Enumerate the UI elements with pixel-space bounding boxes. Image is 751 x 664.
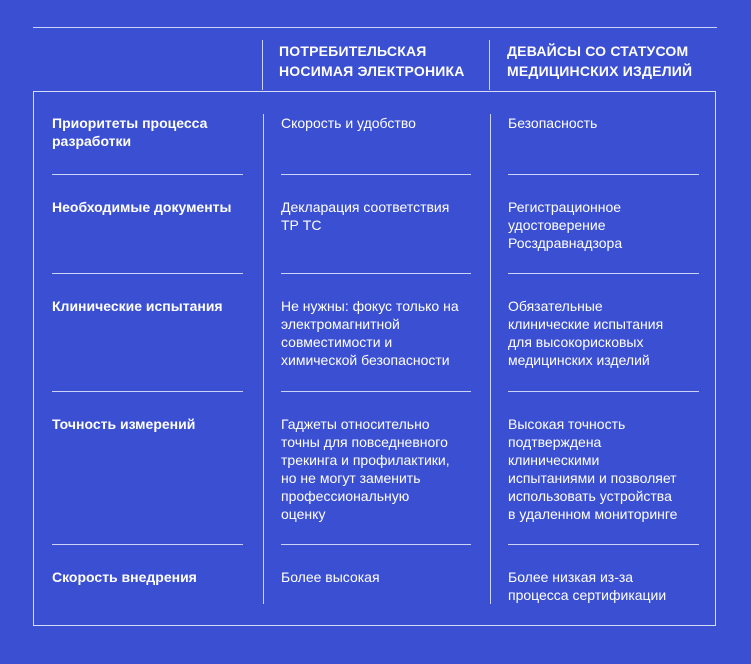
consumer-value: Гаджеты относительно точны для повседневного трекинга и профилактики, но не могут заменить профессиональную оценку xyxy=(281,416,450,522)
row-separator xyxy=(281,174,471,175)
row-separator xyxy=(508,391,699,392)
header-divider-1 xyxy=(262,40,263,90)
row-label: Необходимые документы xyxy=(52,199,232,215)
medical-value: Регистрационное удостоверение Росздравнадзора xyxy=(508,199,623,251)
comparison-table xyxy=(33,91,716,626)
consumer-value: Скорость и удобство xyxy=(281,115,416,131)
row-label: Точность измерений xyxy=(52,416,196,432)
medical-value: Обязательные клинические испытания для высокорисковых медицинских изделий xyxy=(508,298,664,368)
consumer-value: Не нужны: фокус только на электромагнитной совместимости и химической безопасности xyxy=(281,298,459,368)
row-separator xyxy=(52,273,243,274)
medical-value: Более низкая из-за процесса сертификации xyxy=(508,569,667,603)
column-header-consumer: ПОТРЕБИТЕЛЬСКАЯ НОСИМАЯ ЭЛЕКТРОНИКА xyxy=(279,43,465,79)
column-header-medical: ДЕВАЙСЫ СО СТАТУСОМ МЕДИЦИНСКИХ ИЗДЕЛИЙ xyxy=(507,43,693,79)
row-separator xyxy=(281,391,471,392)
row-label: Приоритеты процесса разработки xyxy=(52,115,208,149)
medical-value: Безопасность xyxy=(508,115,598,131)
row-separator xyxy=(281,544,471,545)
row-separator xyxy=(508,544,699,545)
row-label: Клинические испытания xyxy=(52,298,223,314)
medical-value: Высокая точность подтверждена клиническими испытаниями и позволяет использовать устройства в удаленном мониторинге xyxy=(508,416,678,522)
comparison-header xyxy=(33,28,717,90)
row-separator xyxy=(52,544,243,545)
table-divider-1 xyxy=(263,114,264,604)
header-divider-2 xyxy=(489,40,490,90)
row-separator xyxy=(52,391,243,392)
row-separator xyxy=(52,174,243,175)
table-divider-2 xyxy=(490,114,491,604)
consumer-value: Более высокая xyxy=(281,569,380,585)
row-separator xyxy=(508,273,699,274)
consumer-value: Декларация соответствия ТР ТС xyxy=(281,199,450,233)
row-separator xyxy=(281,273,471,274)
row-label: Скорость внедрения xyxy=(52,569,197,585)
row-separator xyxy=(508,174,699,175)
